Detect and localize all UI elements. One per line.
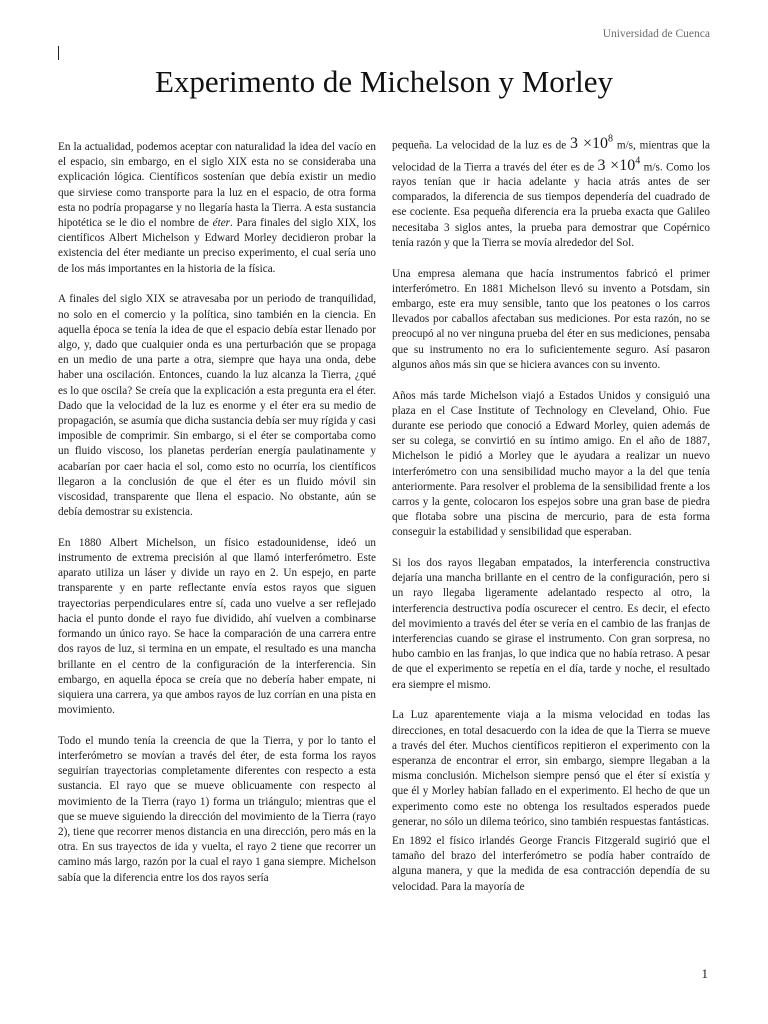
math-earth-speed	[598, 157, 641, 174]
paragraph-text: m/s. Como los rayos tenían que ir hacia adelante y hacia atrás antes de ser comparados, la diferencia de sus tiempos dependería del cuadrado de ese cociente. Esa pequeña diferencia era la prueba exacta que Galileo necesitaba 3 siglos antes, la prueba para demostrar que Copérnico tenía razón y que la Tierra se movía alrededor del Sol.	[392, 160, 710, 249]
paragraph: En 1892 el físico irlandés George Francis Fitzgerald sugirió que el tamaño del brazo del interferómetro se podía haber contraído de alguna manera, y que la medida de esa contracción dependía de su velocidad. Para la mayoría de	[392, 834, 710, 893]
paragraph-text: . Para finales del siglo XIX, los científicos Albert Michelson y Edward Morley decidieron probar la existencia del éter mediante un preciso experimento, el cual sería uno de los más importantes en la historia de la física.	[58, 217, 376, 275]
math-speed-of-light	[570, 135, 613, 152]
paragraph: La Luz aparentemente viaja a la misma velocidad en todas las direcciones, en total desacuerdo con la idea de que la Tierra se mueve a través del éter. Muchos científicos repitieron el experimento con la esperanza de encontrar el error, sin embargo, siempre llegaban a la misma conclusión. Michelson siempre pensó que el éter sí existía y que él y Morley habían fallado en el experimento. El hecho de que un experimento como este no obtenga los resultados esperados puede generar, no sólo un dilema teórico, sino también respuestas fantásticas.	[392, 709, 710, 828]
math-base: 3 ×10	[570, 135, 609, 153]
math-exponent: 4	[635, 155, 641, 167]
paragraph-text: pequeña. La velocidad de la luz es de	[392, 139, 570, 152]
paragraph	[58, 140, 376, 277]
paragraph: A finales del siglo XIX se atravesaba por un periodo de tranquilidad, no solo en el comercio y la política, sino también en la ciencia. En aquella época se tenía la idea de que el espacio debía estar llenado por algo, y, dado que cualquier onda es una perturbación que se propaga en un medio de una parte a otra, siempre que haya una onda, debe haber una oscilación. Entonces, cuando la luz alcanza la Tierra, ¿qué es lo que oscila? Se creía que la explicación a esta pregunta era el éter. Dado que la velocidad de la luz es enorme y el éter era su medio de propagación, se asumía que dicha sustancia debía ser muy rígida y casi imposible de comprimir. Sin embargo, si el éter se comportaba como un fluido viscoso, los planetas perderían energía paulatinamente y acabarían por caer hacia el sol, como esto no ocurría, los científicos llegaron a la conclusión de que el éter es un fluido móvil sin viscosidad, transparente que llena el espacio. No obstante, aún se debía demostrar su existencia.	[58, 293, 376, 519]
paragraph: Una empresa alemana que hacía instrumentos fabricó el primer interferómetro. En 1881 Michelson llevó su invento a Potsdam, sin embargo, este era muy sensible, tanto que los peatones o los carros llevados por caballos afectaban sus mediciones. Por esta razón, no se preocupó al no ver ninguna prueba del éter en sus mediciones, pensaba que su instrumento no era lo suficientemente seguro. Así pasaron algunos años más sin que se hiciera avances con su invento.	[392, 267, 710, 371]
paragraph	[392, 132, 710, 251]
paragraph: Años más tarde Michelson viajó a Estados Unidos y consiguió una plaza en el Case Institute of Technology en Cleveland, Ohio. Fue durante ese periodo que conoció a Edward Morley, quien además de ser su colega, se convirtió en su íntimo amigo. En el año de 1887, Michelson le pidió a Morley que le ayudara a realizar un nuevo interferómetro con una sensibilidad mucho mayor a la del que tenía anteriormente. Para resolver el problema de la sensibilidad frente a los carros y la gente, colocaron los espejos sobre una gran base de piedra que flotaba sobre una piscina de mercurio, para de esta forma conseguir la estabilidad y sensibilidad que esperaban.	[392, 389, 710, 539]
left-column	[58, 140, 376, 886]
paragraph-text: En la actualidad, podemos aceptar con naturalidad la idea del vacío en el espacio, sin embargo, en el siglo XIX esta no se consideraba una explicación lógica. Científicos sostenían que debía existir un medio que sirviese como transporte para la luz en el espacio, de otra forma esta no podría propagarse y no llegaría hasta la Tierra. A esta sustancia hipotética se le dio el nombre de	[58, 141, 376, 230]
page-number: 1	[701, 966, 708, 981]
paragraph: Todo el mundo tenía la creencia de que la Tierra, y por lo tanto el interferómetro se movían a través del éter, de esta forma los rayos seguirían trayectorias completamente diferentes con respecto a esta sustancia. El rayo que se mueve oblicuamente con respecto al movimiento de la Tierra (rayo 1) forma un triángulo; mientras que el que se mueve siguiendo la dirección del movimiento de la Tierra (rayo 2), tiene que recorrer menos distancia en una dirección, pero más en la otra. En sus trayectos de ida y vuelta, el rayo 2 tiene que recorrer un camino más largo, razón por la cual el rayo 1 gana siempre. Michelson sabía que la diferencia entre los dos rayos sería	[58, 734, 376, 884]
math-exponent: 8	[608, 134, 614, 145]
paragraph-text: m/s, mientras que la velocidad de la Tierra a través del éter es de	[392, 139, 710, 173]
math-base: 3 ×10	[597, 156, 636, 174]
paragraph: Si los dos rayos llegaban empatados, la interferencia constructiva dejaría una mancha brillante en el centro de la configuración, pero si un rayo llegaba ligeramente adelantado respecto al otro, la interferencia destructiva podía oscurecer el centro. Es decir, el efecto del movimiento a través del éter se vería en el cambio de las franjas de interferencias cuando se girase el instrumento. Con gran sorpresa, no hubo cambio en las franjas, lo que indica que no había retraso. A pesar de que el experimento se repetía en el día, tarde y noche, el resultado era siempre el mismo.	[392, 557, 710, 691]
emphasis-text: éter	[212, 217, 231, 230]
paragraph: En 1880 Albert Michelson, un físico estadounidense, ideó un instrumento de extrema precisión al que llamó interferómetro. Este aparato utiliza un láser y divide un rayo en 2. Un espejo, en parte transparente y en parte reflectante envía estos rayos que siguen trayectorias perpendiculares entre sí, cada uno vuelve a ser reflejado hacia el punto donde el rayo fue dividido, ahí vuelven a combinarse formando un único rayo. Se hace la comparación de una carrera entre dos rayos de luz, si termina en un empate, el resultado es una mancha brillante en el centro de la configuración de la interferencia. Sin embargo, en aquella época se creía que no debería haber empate, ni siquiera una carrera, ya que ambos rayos de luz corrían en una pista en movimiento.	[58, 536, 376, 717]
right-column	[392, 132, 710, 895]
page-header-institution: Universidad de Cuenca	[602, 28, 710, 40]
document-title: Experimento de Michelson y Morley	[154, 64, 613, 99]
text-cursor	[58, 46, 59, 60]
